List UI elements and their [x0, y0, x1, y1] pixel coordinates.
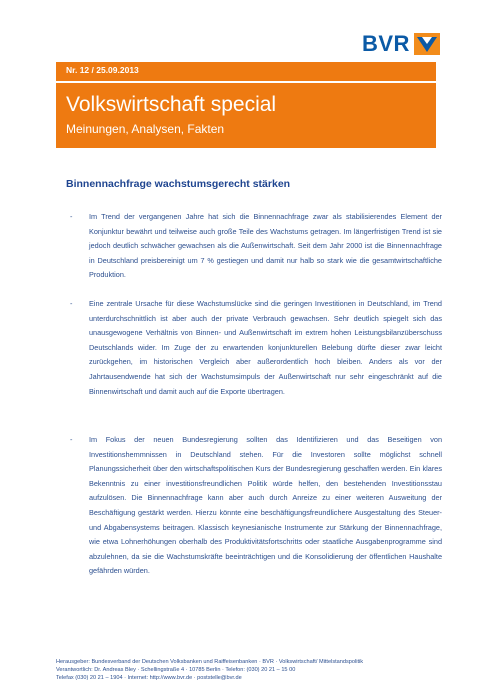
volksbank-square-icon: [414, 33, 440, 55]
footer-publisher: Herausgeber: Bundesverband der Deutschen Volksbanken und Raiffeisenbanken · BVR · Volkswirtschaft/ Mittelstandspolitik: [56, 659, 364, 665]
page-subtitle: Meinungen, Analysen, Fakten: [66, 122, 225, 136]
bullet-dash: -: [70, 212, 73, 221]
paragraph-text: Im Fokus der neuen Bundesregierung sollten das Identifizieren und das Beseitigen von Investitionshemmnissen in Deutschland stehen. Für die Investoren sollte möglichst schnell Planungssicherheit über den wirtschaftspolitischen Kurs der Bundesregierung geschaffen werden. Ein klares Bekenntnis zu einer investitionsfreundlichen Politik würde helfen, den bestehenden Investitionsstau aufzulösen. Die Binnennachfrage kann aber auch durch Anreize zu einer weiteren Ausweitung der Beschäftigung gestärkt werden. Hierzu könnte eine beschäftigungsfreundlichere Ausgestaltung des Steuer- und Abgabensystems beitragen. Klassisch keynesianische Instrumente zur Stärkung der Binnennachfrage, wie etwa Lohnerhöhungen oberhalb des Produktivitätsfortschritts oder staatliche Ausgabenprogramme sind abzulehnen, da sie die Wachstumskräfte beeinträchtigen und die Konsolidierung der öffentlichen Haushalte gefährden würden.: [89, 435, 442, 576]
footer: [56, 658, 363, 682]
bullet-dash: -: [70, 299, 73, 308]
paragraph-text: Im Trend der vergangenen Jahre hat sich die Binnennachfrage zwar als stabilisierendes Element der Konjunktur bewährt und teilweise auch große Teile des Wachstums getragen. Im längerfristigen Trend ist sie jedoch deutlich schwächer gewachsen als die Außenwirtschaft. Seit dem Jahr 2000 ist die Binnennachfrage in Deutschland preisbereinigt um 7 % gestiegen und damit nur halb so stark wie die gesamtwirtschaftliche Produktion.: [89, 212, 442, 280]
paragraph-2: [70, 297, 442, 399]
paragraph-1: [70, 210, 442, 283]
section-title: Binnennachfrage wachstumsgerecht stärken: [66, 178, 291, 190]
title-banner: [56, 83, 436, 148]
footer-contact: Telefax (030) 20 21 – 1904 · Internet: http://www.bvr.de · poststelle@bvr.de: [56, 675, 242, 681]
footer-responsible: Verantwortlich: Dr. Andreas Bley · Schellingstraße 4 · 10785 Berlin · Telefon: (030) 20 21 – 15 00: [56, 667, 296, 673]
paragraph-text: Eine zentrale Ursache für diese Wachstumslücke sind die geringen Investitionen in Deutschland, im Trend unterdurchschnittlich ist aber auch der private Verbrauch gewachsen. Sehr deutlich spiegelt sich das unausgewogene Verhältnis von Binnen- und Außenwirtschaft im extrem hohen Leistungsbilanzüberschuss Deutschlands wider. Im Zuge der zu erwartenden konjunkturellen Belebung dürfte dieser zwar leicht zurückgehen, im historischen Vergleich aber außerordentlich hoch bleiben. Anders als vor der Jahrtausendwende hat sich der Wachstumsimpuls der Außenwirtschaft nur sehr eingeschränkt auf die Binnenwirtschaft und damit auch auf die Exporte übertragen.: [89, 299, 442, 396]
paragraph-3: [70, 433, 442, 579]
bvr-logo: [362, 33, 440, 55]
bullet-dash: -: [70, 435, 73, 444]
issue-number: Nr. 12 / 25.09.2013: [66, 65, 139, 75]
logo-text: BVR: [362, 31, 410, 56]
page-title: Volkswirtschaft special: [66, 93, 277, 116]
